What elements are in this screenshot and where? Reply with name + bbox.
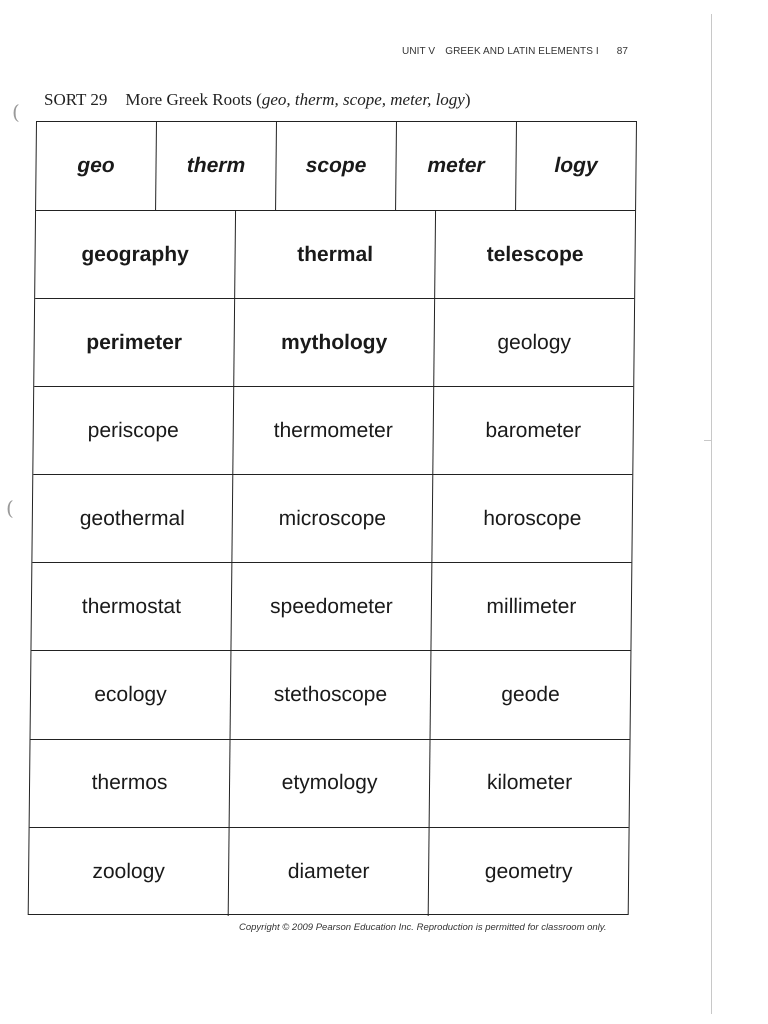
word-row (29, 828, 629, 916)
word-row (31, 651, 631, 739)
word-row (30, 740, 630, 828)
margin-mark-middle: ( (6, 496, 14, 520)
sort-number: SORT 29 (44, 90, 108, 109)
word-row (33, 387, 633, 475)
word-row (32, 475, 632, 563)
word-card: barometer (485, 418, 582, 442)
copyright-notice: Copyright © 2009 Pearson Education Inc. Reproduction is permitted for classroom only. (239, 922, 607, 933)
unit-label: UNIT V (402, 46, 436, 57)
word-card: horoscope (483, 506, 582, 530)
word-card: periscope (33, 387, 234, 474)
root-header-row (36, 122, 636, 211)
sort-title (44, 90, 471, 110)
scan-edge-tick (704, 440, 712, 441)
word-rows (29, 211, 635, 916)
word-card: millimeter (486, 594, 577, 618)
word-card: thermal (235, 211, 436, 298)
word-row (35, 211, 635, 299)
sort-title-close: ) (464, 90, 471, 109)
word-card: microscope (232, 475, 433, 562)
word-card: speedometer (231, 563, 432, 650)
word-card: perimeter (34, 299, 235, 386)
running-head (402, 46, 628, 57)
word-row (31, 563, 631, 651)
word-card: etymology (230, 740, 431, 827)
page-number: 87 (616, 46, 629, 57)
word-card: thermostat (31, 563, 232, 650)
word-card: geothermal (32, 475, 233, 562)
root-header-cell: meter (396, 122, 517, 210)
scan-page-edge (711, 14, 712, 1014)
word-card: geology (497, 330, 572, 354)
word-sort-grid (28, 121, 637, 915)
root-header-cell: therm (156, 122, 277, 210)
word-card: geography (35, 211, 236, 298)
word-card: geometry (484, 859, 573, 883)
word-card: thermometer (233, 387, 434, 474)
sort-roots-list: geo, therm, scope, meter, logy (261, 90, 465, 109)
root-header-cell: logy (554, 154, 598, 177)
word-card: ecology (31, 651, 232, 738)
word-row (34, 299, 634, 387)
word-card: zoology (29, 828, 230, 916)
word-card: kilometer (486, 771, 573, 795)
sort-title-text: More Greek Roots ( (125, 90, 262, 109)
word-card: diameter (229, 828, 430, 916)
section-label: GREEK AND LATIN ELEMENTS I (445, 46, 599, 57)
word-card: geode (501, 683, 560, 707)
word-card: stethoscope (231, 651, 432, 738)
word-card: telescope (486, 242, 584, 266)
root-header-cell: geo (36, 122, 157, 210)
root-header-cell: scope (276, 122, 397, 210)
word-card: thermos (30, 740, 231, 827)
margin-mark-top: ( (12, 100, 20, 124)
word-card: mythology (234, 299, 435, 386)
